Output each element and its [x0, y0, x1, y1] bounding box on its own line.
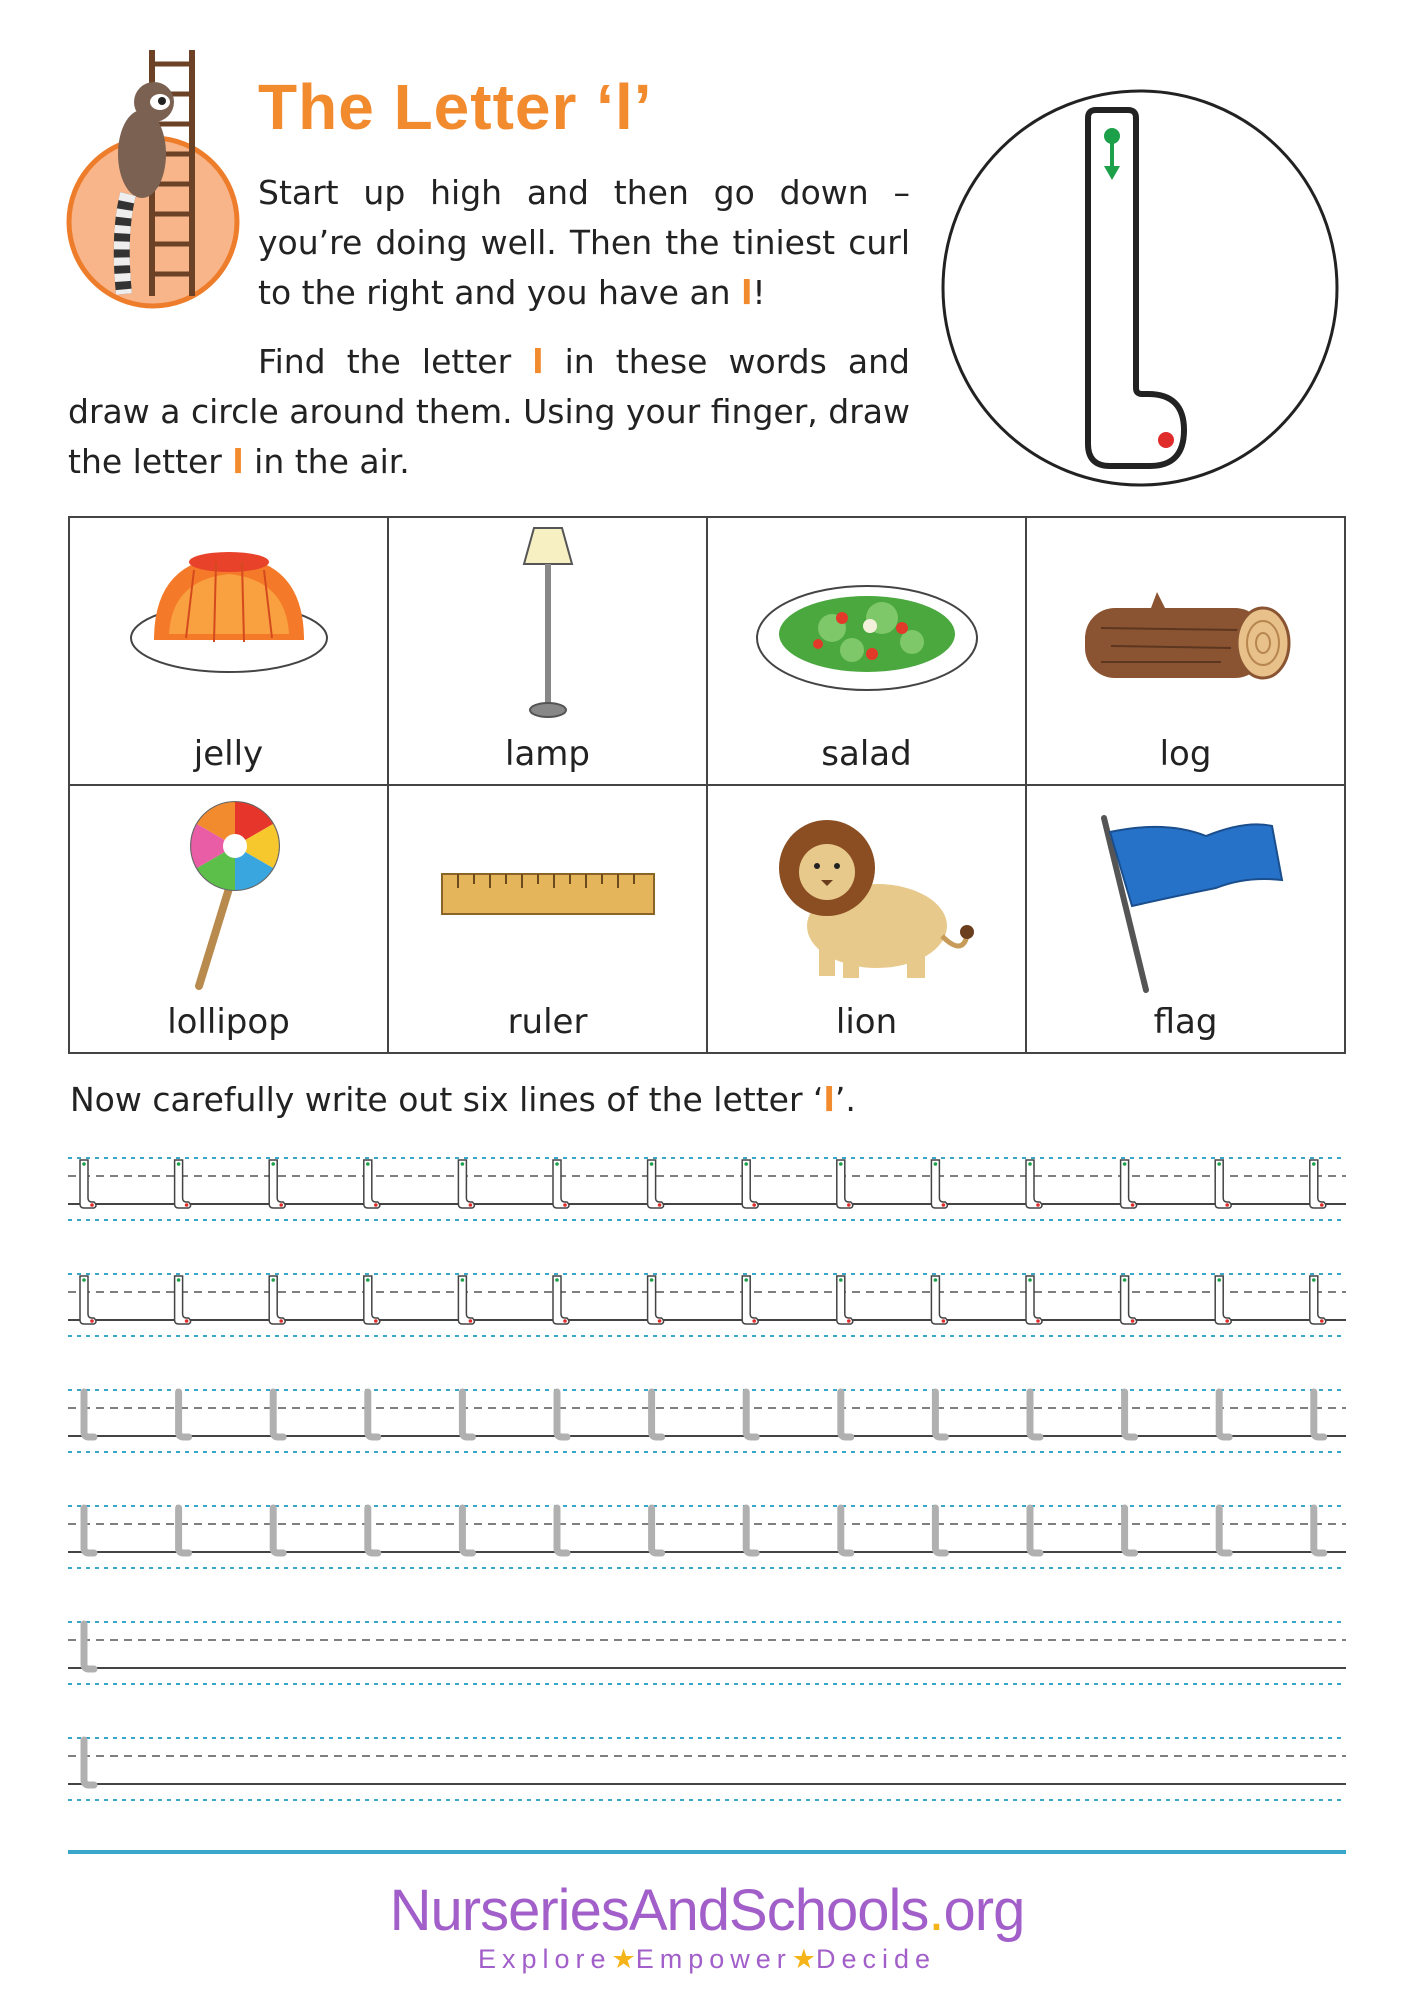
traceable-letter-l — [648, 1276, 664, 1324]
grey-letter-l — [841, 1508, 851, 1553]
traceable-letter-l — [80, 1276, 96, 1324]
flag-icon — [1086, 806, 1286, 996]
word-cell-salad — [708, 518, 1027, 786]
salad-icon — [752, 558, 982, 708]
grey-letter-l — [273, 1392, 283, 1437]
grey-letter-l — [84, 1508, 94, 1553]
word-label: lion — [835, 1002, 898, 1042]
grey-letter-l — [841, 1392, 851, 1437]
grey-letter-l — [368, 1508, 378, 1553]
grey-letter-l — [273, 1508, 283, 1553]
rhyme-letter: l — [741, 273, 753, 312]
grey-letter-l — [1314, 1508, 1324, 1553]
traceable-letter-l — [175, 1276, 191, 1324]
grey-letter-l — [84, 1740, 94, 1785]
traceable-letter-l — [742, 1276, 758, 1324]
traceable-letter-l — [269, 1160, 285, 1208]
word-label: salad — [821, 734, 912, 774]
grey-letter-l — [1125, 1508, 1135, 1553]
logo-name: NurseriesAndSchools — [389, 1878, 929, 1943]
lollipop-icon — [169, 794, 289, 994]
grey-letter-l — [1219, 1508, 1229, 1553]
page-title: The Letter ‘l’ — [258, 71, 653, 143]
lion-icon — [757, 806, 977, 996]
traceable-letter-l — [1215, 1160, 1231, 1208]
word-label: lamp — [505, 734, 590, 774]
jelly-icon — [124, 530, 334, 680]
word-label: jelly — [193, 734, 264, 774]
word-label: flag — [1153, 1002, 1218, 1042]
logo-tld: org — [943, 1878, 1025, 1943]
traceable-letter-l — [1215, 1276, 1231, 1324]
word-cell-ruler — [389, 786, 708, 1054]
end-dot-icon — [1158, 432, 1174, 448]
site-logo: NurseriesAndSchools.org Explore★Empower★Decide — [0, 1880, 1414, 1975]
traceable-letter-l — [1026, 1276, 1042, 1324]
traceable-letter-l — [931, 1160, 947, 1208]
traceable-letter-l — [364, 1276, 380, 1324]
grey-letter-l — [746, 1392, 756, 1437]
grey-letter-l — [84, 1392, 94, 1437]
traceable-letter-l — [364, 1160, 380, 1208]
grey-letter-l — [557, 1392, 567, 1437]
traceable-letter-l — [931, 1276, 947, 1324]
word-label: log — [1159, 734, 1212, 774]
traceable-letter-l — [80, 1160, 96, 1208]
lemur-ladder-illustration — [66, 44, 246, 309]
word-cell-lion — [708, 786, 1027, 1054]
footer-divider — [68, 1850, 1346, 1854]
word-cell-jelly — [70, 518, 389, 786]
traceable-letter-l — [269, 1276, 285, 1324]
word-cell-lamp — [389, 518, 708, 786]
traceable-letter-l — [1310, 1160, 1326, 1208]
grey-letter-l — [1314, 1392, 1324, 1437]
word-label: ruler — [507, 1002, 588, 1042]
instruction-line-2: draw a circle around them. Using your finger, draw — [68, 392, 910, 431]
instruction-paragraph — [68, 337, 910, 487]
ruler-icon — [438, 846, 658, 996]
traceable-letter-l — [553, 1160, 569, 1208]
grey-letter-l — [746, 1508, 756, 1553]
rhyme-line-2: you’re doing well. Then the tiniest curl — [258, 223, 910, 262]
grey-letter-l — [1030, 1392, 1040, 1437]
grey-letter-l — [557, 1508, 567, 1553]
traceable-letter-l — [1121, 1276, 1137, 1324]
word-label: lollipop — [167, 1002, 290, 1042]
traceable-letter-l — [837, 1160, 853, 1208]
instruction-line-1: Find the letter l in these words and — [258, 342, 910, 381]
practice-instruction: Now carefully write out six lines of the letter ‘l’. — [70, 1080, 856, 1119]
rhyme-paragraph — [258, 168, 910, 318]
word-picture-grid — [68, 516, 1346, 1054]
letter-formation-diagram — [938, 86, 1342, 490]
traceable-letter-l — [648, 1160, 664, 1208]
grey-letter-l — [462, 1508, 472, 1553]
grey-letter-l — [368, 1392, 378, 1437]
grey-letter-l — [1219, 1392, 1229, 1437]
traceable-letter-l — [458, 1276, 474, 1324]
grey-letter-l — [179, 1392, 189, 1437]
traceable-letter-l — [1026, 1160, 1042, 1208]
word-cell-lollipop — [70, 786, 389, 1054]
grey-letter-l — [462, 1392, 472, 1437]
grey-letter-l — [179, 1508, 189, 1553]
grey-letter-l — [1030, 1508, 1040, 1553]
rhyme-end: ! — [752, 273, 766, 312]
traceable-letter-l — [175, 1160, 191, 1208]
star-icon: ★ — [611, 1944, 636, 1974]
grey-letter-l — [935, 1392, 945, 1437]
grey-letter-l — [1125, 1392, 1135, 1437]
word-cell-flag — [1027, 786, 1346, 1054]
instruction-line-3: the letter l in the air. — [68, 442, 410, 481]
traceable-letter-l — [837, 1276, 853, 1324]
rhyme-line-3: to the right and you have an — [258, 273, 742, 312]
traceable-letter-l — [742, 1160, 758, 1208]
logo-tagline: Explore★Empower★Decide — [477, 1944, 937, 1974]
log-icon — [1071, 558, 1301, 708]
handwriting-practice-lines — [68, 1140, 1346, 1820]
traceable-letter-l — [1310, 1276, 1326, 1324]
traceable-letter-l — [1121, 1160, 1137, 1208]
grey-letter-l — [652, 1392, 662, 1437]
traceable-letter-l — [458, 1160, 474, 1208]
start-dot-icon — [1104, 128, 1120, 144]
grey-letter-l — [84, 1624, 94, 1669]
rhyme-line-1: Start up high and then go down – — [258, 173, 910, 212]
grey-letter-l — [935, 1508, 945, 1553]
word-cell-log — [1027, 518, 1346, 786]
lamp-icon — [508, 524, 588, 724]
star-icon: ★ — [791, 1944, 816, 1974]
grey-letter-l — [652, 1508, 662, 1553]
traceable-letter-l — [553, 1276, 569, 1324]
